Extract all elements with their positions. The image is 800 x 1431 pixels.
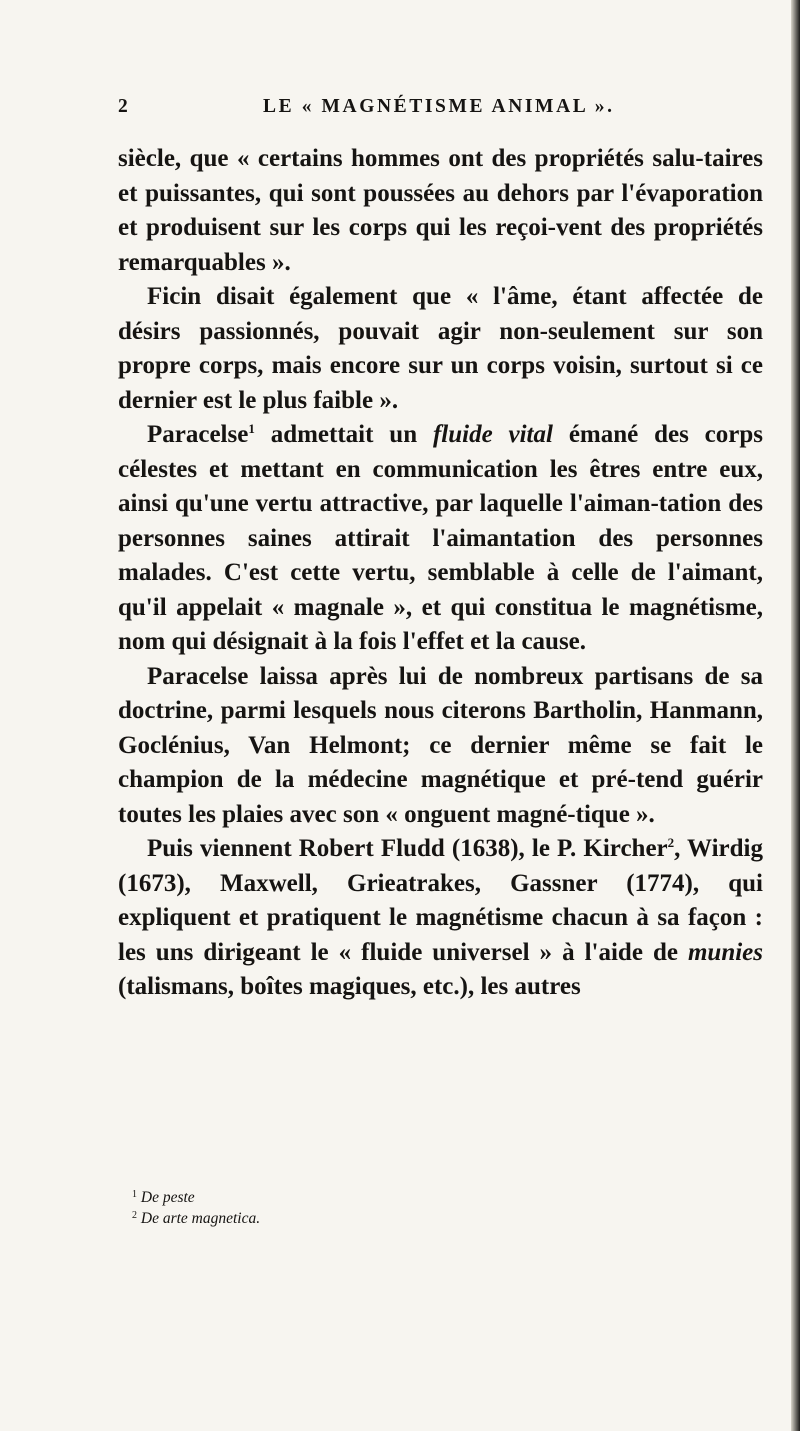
- paragraph: [118, 660, 763, 833]
- running-header: [118, 96, 762, 130]
- text-run: Ficin disait également que « l'âme, étant affectée de désirs passionnés, pouvait agir non-seulement sur son propre corps, mais encore sur un corps voisin, surtout si ce dernier est le plus faible ».: [118, 283, 763, 414]
- text-run: siècle, que « certains hommes ont des propriétés salu-taires et puissantes, qui sont poussées au dehors par l'évaporation et produisent sur les corps qui les reçoi-vent des propriétés remarquables ».: [118, 145, 763, 276]
- paragraph: [118, 280, 763, 418]
- paragraph: [118, 832, 763, 1005]
- paragraph: [118, 142, 763, 280]
- footnote: [132, 1187, 732, 1208]
- paragraph: [118, 418, 763, 660]
- footnote: [132, 1208, 732, 1229]
- text-run: Puis viennent Robert Fludd (1638), le P. Kircher: [147, 835, 668, 862]
- footnote-text: De peste: [140, 1189, 195, 1206]
- footnote-reference: 2: [667, 835, 675, 850]
- footnotes: [132, 1187, 732, 1229]
- footnote-text: De arte magnetica.: [140, 1210, 261, 1227]
- text-run: Paracelse: [147, 421, 249, 448]
- footnote-marker: 1: [132, 1189, 137, 1200]
- italic-text: munies: [687, 938, 763, 966]
- text-run: Paracelse laissa après lui de nombreux partisans de sa doctrine, parmi lesquels nous citerons Bartholin, Hanmann, Goclénius, Van Helmont; ce dernier même se fait le champion de la médecine magnétique et pré-tend guérir toutes les plaies avec son « onguent magné-tique ».: [118, 662, 763, 828]
- text-run: (talismans, boîtes magiques, etc.), les autres: [118, 973, 581, 1000]
- text-run: admettait un: [254, 421, 433, 448]
- running-title: LE « MAGNÉTISME ANIMAL ».: [263, 96, 615, 117]
- text-run: , Wirdig (1673), Maxwell, Grieatrakes, Gassner (1774), qui expliquent et pratiquent le magnétisme chacun à sa façon : les uns dirigeant le « fluide universel » à l'aide de: [118, 835, 763, 966]
- text-run: émané des corps célestes et mettant en communication les êtres entre eux, ainsi qu'une vertu attractive, par laquelle l'aiman-tation des personnes saines attirait l'aimantation des personnes malades. C'est cette vertu, semblable à celle de l'aimant, qu'il appelait « magnale », et qui constitua le magnétisme, nom qui désignait à la fois l'effet et la cause.: [118, 421, 763, 655]
- page-edge-shadow: [791, 0, 800, 1431]
- footnote-marker: 2: [132, 1210, 137, 1221]
- body-text: [118, 142, 763, 1005]
- page-number: 2: [118, 96, 131, 117]
- italic-text: fluide vital: [432, 421, 553, 448]
- footnote-reference: 1: [248, 421, 255, 436]
